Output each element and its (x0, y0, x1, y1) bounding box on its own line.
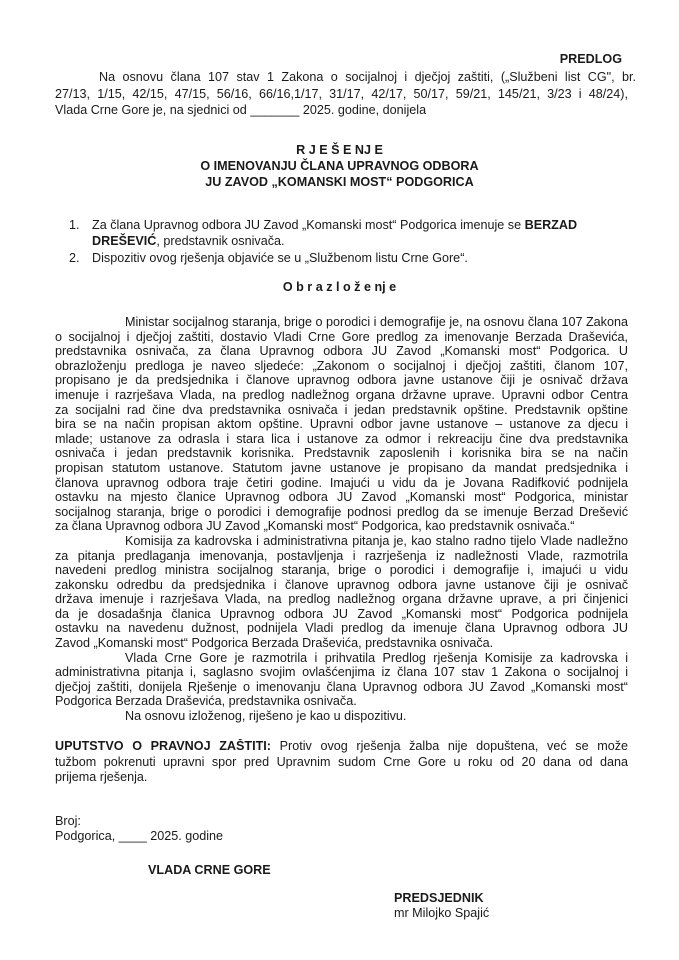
reasoning-paragraph (55, 651, 628, 709)
signatory-name: mr Milojko Spajić (394, 906, 490, 920)
item-text: Dispozitiv ovog rješenja objaviće se u „Službenom listu Crne Gore“. (92, 251, 468, 265)
item-number: 1. (69, 218, 80, 232)
title-line: JU ZAVOD „KOMANSKI MOST“ PODGORICA (205, 175, 474, 189)
paragraph-line: propisan statutom ustanove. Statutom javne ustanove je propisano da mandat predsjednika i (55, 460, 628, 475)
reasoning-paragraph (55, 315, 628, 534)
paragraph-line: propisano je da predsjednika i članove upravnog odbora javne ustanove čiji je osnivač država (55, 373, 628, 388)
paragraph-line: dječjoj zaštiti, donijela Rješenje o imenovanju člana Upravnog odbora JU Zavod „Komanski most“ (55, 679, 628, 694)
legal-notice-line: prijema rješenja. (55, 770, 148, 785)
list-item (69, 218, 628, 249)
paragraph-line: da je dosadašnja članica Upravnog odbora JU Zavod „Komanski most“ Podgorica podnijela (55, 606, 628, 621)
paragraph-line: za socijalni rad čine dva predstavnika osnivača i jedan predstavnik opštine. Predstavnik opštine (55, 402, 628, 417)
paragraph-line: ostavku na mjesto članice Upravnog odbora JU Zavod „Komanski most“ Podgorica, ministar (55, 490, 628, 505)
place-date: Podgorica, ____ 2025. godine (55, 829, 224, 843)
document-title (0, 143, 679, 191)
preamble-line: 27/13, 1/15, 42/15, 47/15, 56/16, 66/16,1/17, 31/17, 42/17, 50/17, 59/21, 145/21, 3/23 i 48/24), (55, 86, 628, 101)
legal-notice-heading: UPUTSTVO O PRAVNOJ ZAŠTITI: (55, 739, 271, 753)
preamble (55, 70, 636, 118)
reasoning-paragraph (55, 534, 628, 651)
appointee-first-name: BERZAD (524, 218, 578, 232)
signatory-role: PREDSJEDNIK (394, 891, 484, 905)
preamble-line: Na osnovu člana 107 stav 1 Zakona o socijalnoj i dječjoj zaštiti, („Službeni list CG", br. (99, 70, 636, 84)
preamble-line: Vlada Crne Gore je, na sjednici od _______ 2025. godine, donijela (55, 103, 427, 118)
title-line: O IMENOVANJU ČLANA UPRAVNOG ODBORA (200, 159, 479, 173)
government-name: VLADA CRNE GORE (148, 863, 271, 877)
item-text: Za člana Upravnog odbora JU Zavod „Komanski most“ Podgorica imenuje se (92, 218, 525, 232)
reasoning-body (55, 315, 628, 724)
paragraph-line: Vlada Crne Gore je razmotrila i prihvatila Predlog rješenja Komisije za kadrovska i (125, 650, 628, 665)
paragraph-line: za pitanja predlaganja imenovanja, postavljenja i razrješenja iz nadležnosti Vlade, razmotrila (55, 548, 628, 563)
paragraph-line: imenuje i razrješava Vlada, na predlog nadležnog organa državne uprave. Upravni odbor Centra (55, 387, 628, 402)
title-line: R J E Š E NJ E (296, 143, 383, 157)
paragraph-line: država imenuje i razrješava Vlada, na predlog nadležnog organa državne uprave, a pri činjenici (55, 592, 628, 607)
paragraph-line: predstavnika osnivača, za člana Upravnog odbora JU Zavod „Komanski most“ Podgorica. U (55, 344, 628, 359)
legal-notice (55, 739, 628, 785)
paragraph-line: Podgorica Berzada Draševića, predstavnika osnivača. (55, 694, 357, 709)
paragraph-line: o socijalnoj i dječjoj zaštiti, dostavio Vladi Crne Gore predlog za imenovanje Berzada Draševića, (55, 329, 628, 344)
paragraph-line: administrativna pitanja i, saglasno svojim ovlašćenjima iz člana 107 stav 1 Zakona o socijalnoj i (55, 665, 628, 680)
paragraph-line: Zavod „Komanski most“ Podgorica Berzada Draševića, predstavnika osnivača. (55, 636, 494, 651)
paragraph-line: zakonsku odredbu da predsjednika i članove upravnog odbora javne ustanove čiji je osnivač (55, 577, 628, 592)
paragraph-line: navedeni predlog ministra socijalnog staranja, brige o porodici i demografije i, imajući u vidu (55, 563, 628, 578)
list-item (69, 251, 628, 267)
reference-number: Broj: (55, 814, 81, 828)
dispositive-list (69, 218, 628, 267)
item-text: , predstavnik osnivača. (156, 233, 285, 248)
paragraph-line: socijalnog staranja, brige o porodici i demografije podnosi predlog da se imenuje Berzad Drešević (55, 504, 628, 519)
paragraph-line: bira se na način propisan aktom opštine. Upravni odbor javne ustanove – ustanove za djecu i (55, 417, 628, 432)
draft-label: PREDLOG (559, 52, 622, 66)
paragraph-line: Na osnovu izloženog, riješeno je kao u dispozitivu. (125, 709, 407, 724)
legal-notice-text: Protiv ovog rješenja žalba nije dopuštena, već se može (270, 739, 628, 753)
item-number: 2. (69, 251, 80, 265)
paragraph-line: mlade; ustanove za odrasla i stara lica i ustanove za odmor i rekreaciju čine dva predstavnika (55, 431, 628, 446)
paragraph-line: osnivača i jedan predstavnik korisnika. Predstavnik zaposlenih i korisnika bira se na način (55, 446, 628, 461)
paragraph-line: Komisija za kadrovska i administrativna pitanja je, kao stalno radno tijelo Vlade nadležno (125, 533, 628, 548)
appointee-last-name: DREŠEVIĆ (92, 233, 157, 248)
paragraph-line: obrazloženju predloga je naveo sljedeće: „Zakonom o socijalnoj i dječjoj zaštiti, članom 107, (55, 358, 628, 373)
paragraph-line: članova upravnog odbora traje četiri godine. Imajući u vidu da je Jovana Radifković podnijela (55, 475, 628, 490)
paragraph-line: ostavku na navedenu dužnost, podnijela Vladi predlog da imenuje člana Upravnog odbora JU (55, 621, 628, 636)
reasoning-paragraph (55, 709, 628, 724)
legal-notice-line: tužbom pokrenuti upravni spor pred Upravnim sudom Crne Gore u roku od 20 dana od dana (55, 754, 628, 769)
legal-notice-line (55, 739, 628, 754)
paragraph-line: za člana Upravnog odbora JU Zavod „Komanski most“ Podgorica, kao predstavnik osnivača.“ (55, 519, 575, 534)
paragraph-line: Ministar socijalnog staranja, brige o porodici i demografije je, na osnovu člana 107 Zakona (125, 315, 628, 329)
reasoning-heading: O b r a z l o ž e nj e (282, 280, 397, 294)
